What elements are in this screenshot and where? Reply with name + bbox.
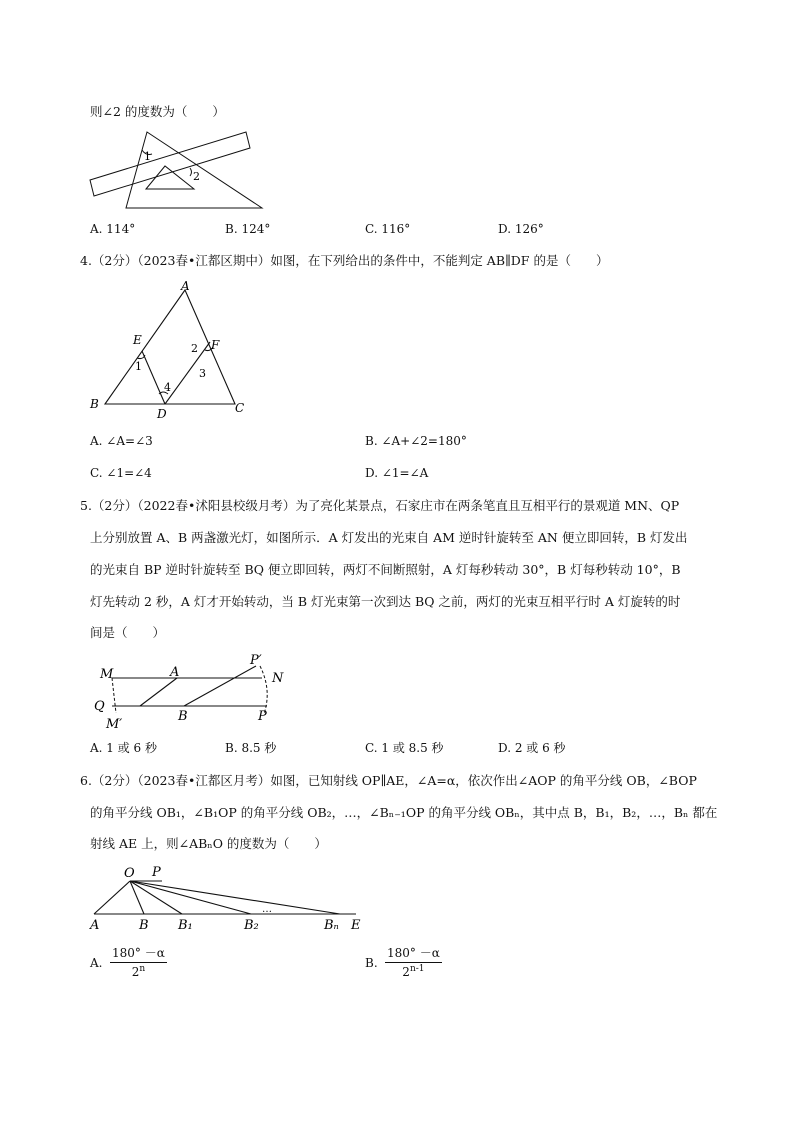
q5-label-p-prime: P′ — [250, 653, 262, 668]
q6-option-b-den-exp: n-1 — [409, 964, 425, 974]
q4-angle-4: 4 — [164, 381, 171, 394]
q6-label-b1: B₁ — [178, 918, 193, 933]
q6-option-a-fraction — [110, 944, 167, 979]
q6-label-e: E — [351, 918, 361, 933]
q5-figure — [92, 650, 292, 732]
q3-option-c: C. 116° — [365, 222, 411, 236]
q5-option-b: B. 8.5 秒 — [225, 741, 277, 755]
q4-option-b: B. ∠A+∠2=180° — [365, 434, 467, 448]
q5-option-c: C. 1 或 8.5 秒 — [365, 741, 444, 755]
q3-angle-2: 2 — [193, 170, 200, 183]
q6-label-p: P — [152, 865, 161, 880]
q3-figure — [86, 128, 266, 214]
q3-option-a: A. 114° — [90, 222, 136, 236]
q6-ellipsis: … — [262, 904, 272, 915]
q6-line-2: 的角平分线 OB₁，∠B₁OP 的角平分线 OB₂，…，∠Bₙ₋₁OP 的角平分线 OBₙ，其中点 B，B₁，B₂，…，Bₙ 都在 — [90, 805, 718, 820]
q5-label-p: P — [258, 709, 267, 724]
q5-line-4: 灯先转动 2 秒，A 灯才开始转动，当 B 灯光束第一次到达 BQ 之前，两灯的光束互相平行时 A 灯旋转的时 — [90, 594, 681, 609]
q4-stem: 4.（2分）（2023春•江都区期中）如图，在下列给出的条件中，不能判定 AB∥DF 的是（ ） — [80, 253, 609, 268]
q6-option-b-numerator: 180° －α — [385, 944, 442, 963]
q4-option-d: D. ∠1=∠A — [365, 466, 429, 480]
q5-line-3: 的光束自 BP 逆时针旋转至 BQ 便立即回转，两灯不间断照射，A 灯每秒转动 30°，B 灯每秒转动 10°，B — [90, 562, 681, 577]
q3-stem: 则∠2 的度数为（ ） — [90, 104, 225, 119]
q4-angle-2: 2 — [191, 342, 198, 355]
q4-option-c: C. ∠1=∠4 — [90, 466, 152, 480]
q6-label-o: O — [124, 866, 135, 881]
q6-option-b-fraction — [385, 944, 442, 979]
q5-label-m-prime: M′ — [106, 717, 123, 732]
q6-option-a-numerator: 180° －α — [110, 944, 167, 963]
q5-line-5: 间是（ ） — [90, 625, 166, 640]
q6-label-b2: B₂ — [244, 918, 259, 933]
q4-figure — [85, 276, 255, 421]
q5-label-n: N — [272, 671, 284, 686]
q3-angle-1: 1 — [144, 150, 151, 163]
q6-option-a-denominator — [110, 963, 167, 979]
q3-option-d: D. 126° — [498, 222, 544, 236]
q5-line-1: 5.（2分）（2022春•沭阳县校级月考）为了亮化某景点，石家庄市在两条笔直且互相平行的景观道 MN、QP — [80, 498, 680, 513]
q5-option-a: A. 1 或 6 秒 — [90, 741, 158, 755]
q4-label-e: E — [133, 333, 142, 347]
q6-option-a-den-exp: n — [139, 964, 146, 974]
q4-label-d: D — [157, 407, 167, 421]
q6-label-a: A — [90, 918, 100, 933]
q5-label-q: Q — [94, 699, 105, 714]
q6-label-bn: Bₙ — [324, 918, 339, 933]
q3-option-b: B. 124° — [225, 222, 271, 236]
q5-option-d: D. 2 或 6 秒 — [498, 741, 566, 755]
q4-label-b: B — [90, 397, 99, 411]
q5-label-m: M — [100, 667, 114, 682]
q6-option-a-den-base: 2 — [131, 965, 140, 979]
q6-option-a-letter: A. — [90, 956, 103, 970]
q5-label-b: B — [178, 709, 188, 724]
q5-label-a: A — [170, 665, 180, 680]
q6-label-b: B — [139, 918, 149, 933]
q5-line-2: 上分别放置 A、B 两盏激光灯，如图所示．A 灯发出的光束自 AM 逆时针旋转至 AN 便立即回转，B 灯发出 — [90, 530, 688, 545]
q6-option-b-denominator — [385, 963, 442, 979]
q4-angle-1: 1 — [135, 360, 142, 373]
q4-label-c: C — [235, 401, 245, 415]
q4-angle-3: 3 — [199, 367, 206, 380]
q4-label-f: F — [211, 338, 220, 352]
q6-line-3: 射线 AE 上，则∠ABₙO 的度数为（ ） — [90, 836, 327, 851]
q6-option-b-letter: B. — [365, 956, 378, 970]
q6-option-b-den-base: 2 — [402, 965, 410, 979]
q4-option-a: A. ∠A=∠3 — [90, 434, 153, 448]
q6-line-1: 6.（2分）（2023春•江都区月考）如图，已知射线 OP∥AE，∠A=α，依次作出∠AOP 的角平分线 OB，∠BOP — [80, 773, 697, 788]
q4-label-a: A — [181, 279, 190, 293]
q6-figure — [86, 862, 376, 934]
